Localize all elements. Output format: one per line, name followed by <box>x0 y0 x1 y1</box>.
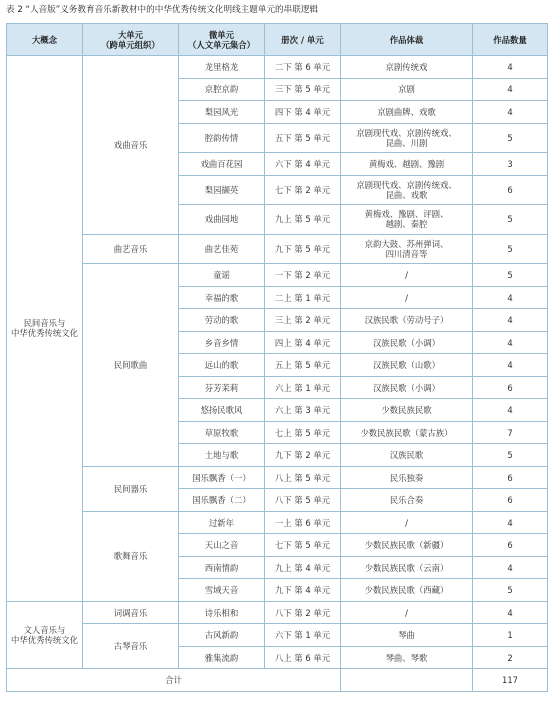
header-genre: 作品体裁 <box>341 24 473 56</box>
volume-unit-cell: 八上 第 6 单元 <box>265 646 341 669</box>
genre-cell: 黄梅戏、豫剧、评剧、 越剧、秦腔 <box>341 205 473 235</box>
micro-unit-cell: 龙里格龙 <box>179 56 265 79</box>
big-unit-cell: 戏曲音乐 <box>83 56 179 235</box>
header-volume-unit: 册次 / 单元 <box>265 24 341 56</box>
concept-cell: 民间音乐与 中华优秀传统文化 <box>7 56 83 602</box>
volume-unit-cell: 八下 第 5 单元 <box>265 489 341 512</box>
genre-cell: 少数民族民歌 <box>341 399 473 422</box>
count-cell: 5 <box>473 264 548 287</box>
volume-unit-cell: 一下 第 2 单元 <box>265 264 341 287</box>
count-cell: 5 <box>473 205 548 235</box>
table-row <box>7 264 548 287</box>
micro-unit-cell: 童谣 <box>179 264 265 287</box>
genre-cell: 民乐合奏 <box>341 489 473 512</box>
volume-unit-cell: 七下 第 5 单元 <box>265 534 341 557</box>
volume-unit-cell: 六下 第 4 单元 <box>265 153 341 176</box>
table-caption: 表 2 “人音版”义务教育音乐新教材中的中华优秀传统文化明线主题单元的串联逻辑 <box>6 5 319 15</box>
volume-unit-cell: 七上 第 5 单元 <box>265 421 341 444</box>
genre-cell: 京剧 <box>341 78 473 101</box>
count-cell: 5 <box>473 123 548 153</box>
count-cell: 4 <box>473 556 548 579</box>
micro-unit-cell: 过新年 <box>179 511 265 534</box>
micro-unit-cell: 芬芳茉莉 <box>179 376 265 399</box>
genre-cell: 京剧传统戏 <box>341 56 473 79</box>
table-row <box>7 466 548 489</box>
table-row <box>7 56 548 79</box>
genre-cell: / <box>341 264 473 287</box>
micro-unit-cell: 劳动的歌 <box>179 309 265 332</box>
header-big-unit: 大单元 （跨单元组织） <box>83 24 179 56</box>
big-unit-cell: 曲艺音乐 <box>83 234 179 264</box>
micro-unit-cell: 古风新韵 <box>179 624 265 647</box>
volume-unit-cell: 三下 第 5 单元 <box>265 78 341 101</box>
volume-unit-cell: 八上 第 5 单元 <box>265 466 341 489</box>
genre-cell: / <box>341 511 473 534</box>
volume-unit-cell: 九下 第 5 单元 <box>265 234 341 264</box>
big-unit-cell: 古琴音乐 <box>83 624 179 669</box>
micro-unit-cell: 梨园撷英 <box>179 175 265 205</box>
header-concept: 大概念 <box>7 24 83 56</box>
count-cell: 4 <box>473 286 548 309</box>
big-unit-cell: 民间器乐 <box>83 466 179 511</box>
micro-unit-cell: 乡音乡情 <box>179 331 265 354</box>
count-cell: 6 <box>473 489 548 512</box>
count-cell: 4 <box>473 601 548 624</box>
micro-unit-cell: 梨园风光 <box>179 101 265 124</box>
count-cell: 7 <box>473 421 548 444</box>
genre-cell: 琴曲、琴歌 <box>341 646 473 669</box>
genre-cell: 京剧现代戏、京剧传统戏、 昆曲、戏歌 <box>341 175 473 205</box>
micro-unit-cell: 天山之音 <box>179 534 265 557</box>
volume-unit-cell: 一上 第 6 单元 <box>265 511 341 534</box>
micro-unit-cell: 诗乐相和 <box>179 601 265 624</box>
header-row <box>7 24 548 56</box>
micro-unit-cell: 曲艺佳苑 <box>179 234 265 264</box>
volume-unit-cell: 六上 第 3 单元 <box>265 399 341 422</box>
header-count: 作品数量 <box>473 24 548 56</box>
count-cell: 6 <box>473 175 548 205</box>
count-cell: 4 <box>473 78 548 101</box>
volume-unit-cell: 六下 第 1 单元 <box>265 624 341 647</box>
count-cell: 4 <box>473 101 548 124</box>
micro-unit-cell: 腔韵传情 <box>179 123 265 153</box>
count-cell: 4 <box>473 331 548 354</box>
total-label: 合计 <box>7 669 341 692</box>
micro-unit-cell: 西南情韵 <box>179 556 265 579</box>
genre-cell: 少数民族民歌（西藏） <box>341 579 473 602</box>
volume-unit-cell: 七下 第 2 单元 <box>265 175 341 205</box>
big-unit-cell: 词调音乐 <box>83 601 179 624</box>
count-cell: 6 <box>473 466 548 489</box>
count-cell: 3 <box>473 153 548 176</box>
genre-cell: 京剧曲牌、戏歌 <box>341 101 473 124</box>
genre-cell: 琴曲 <box>341 624 473 647</box>
micro-unit-cell: 幸福的歌 <box>179 286 265 309</box>
genre-cell: 汉族民歌（山歌） <box>341 354 473 377</box>
header-micro-unit: 微单元 （人文单元集合） <box>179 24 265 56</box>
total-count: 117 <box>473 669 548 692</box>
volume-unit-cell: 五下 第 5 单元 <box>265 123 341 153</box>
count-cell: 5 <box>473 579 548 602</box>
volume-unit-cell: 八下 第 2 单元 <box>265 601 341 624</box>
micro-unit-cell: 国乐飘香（一） <box>179 466 265 489</box>
total-row <box>7 669 548 692</box>
volume-unit-cell: 二上 第 1 单元 <box>265 286 341 309</box>
micro-unit-cell: 草原牧歌 <box>179 421 265 444</box>
micro-unit-cell: 戏曲百花园 <box>179 153 265 176</box>
volume-unit-cell: 二下 第 6 单元 <box>265 56 341 79</box>
volume-unit-cell: 九上 第 4 单元 <box>265 556 341 579</box>
genre-cell: 汉族民歌（劳动号子） <box>341 309 473 332</box>
big-unit-cell: 民间歌曲 <box>83 264 179 467</box>
genre-cell: / <box>341 601 473 624</box>
table-row <box>7 601 548 624</box>
genre-cell: / <box>341 286 473 309</box>
volume-unit-cell: 四上 第 4 单元 <box>265 331 341 354</box>
concept-cell: 文人音乐与 中华优秀传统文化 <box>7 601 83 669</box>
count-cell: 5 <box>473 444 548 467</box>
count-cell: 4 <box>473 309 548 332</box>
micro-unit-cell: 土地与歌 <box>179 444 265 467</box>
volume-unit-cell: 六上 第 1 单元 <box>265 376 341 399</box>
count-cell: 4 <box>473 399 548 422</box>
micro-unit-cell: 远山的歌 <box>179 354 265 377</box>
count-cell: 5 <box>473 234 548 264</box>
count-cell: 6 <box>473 534 548 557</box>
genre-cell: 少数民族民歌（新疆） <box>341 534 473 557</box>
genre-cell: 京剧现代戏、京剧传统戏、 昆曲、川剧 <box>341 123 473 153</box>
genre-cell: 京韵大鼓、苏州弹词、 四川清音等 <box>341 234 473 264</box>
volume-unit-cell: 九下 第 4 单元 <box>265 579 341 602</box>
genre-cell: 汉族民歌（小调） <box>341 331 473 354</box>
count-cell: 4 <box>473 56 548 79</box>
genre-cell: 少数民族民歌（云南） <box>341 556 473 579</box>
micro-unit-cell: 国乐飘香（二） <box>179 489 265 512</box>
genre-cell: 黄梅戏、越剧、豫剧 <box>341 153 473 176</box>
count-cell: 4 <box>473 354 548 377</box>
count-cell: 4 <box>473 511 548 534</box>
volume-unit-cell: 五上 第 5 单元 <box>265 354 341 377</box>
genre-cell: 少数民族民歌（蒙古族） <box>341 421 473 444</box>
table-row <box>7 234 548 264</box>
table-row <box>7 511 548 534</box>
volume-unit-cell: 九下 第 2 单元 <box>265 444 341 467</box>
micro-unit-cell: 雅集流韵 <box>179 646 265 669</box>
genre-cell: 汉族民歌 <box>341 444 473 467</box>
micro-unit-cell: 京腔京韵 <box>179 78 265 101</box>
count-cell: 2 <box>473 646 548 669</box>
micro-unit-cell: 悠扬民歌风 <box>179 399 265 422</box>
series-unit-table <box>6 23 548 692</box>
total-empty-cell <box>341 669 473 692</box>
table-body <box>7 56 548 669</box>
count-cell: 1 <box>473 624 548 647</box>
micro-unit-cell: 戏曲园地 <box>179 205 265 235</box>
big-unit-cell: 歌舞音乐 <box>83 511 179 601</box>
genre-cell: 民乐独奏 <box>341 466 473 489</box>
table-row <box>7 624 548 647</box>
micro-unit-cell: 雪域天音 <box>179 579 265 602</box>
volume-unit-cell: 四下 第 4 单元 <box>265 101 341 124</box>
count-cell: 6 <box>473 376 548 399</box>
volume-unit-cell: 九上 第 5 单元 <box>265 205 341 235</box>
genre-cell: 汉族民歌（小调） <box>341 376 473 399</box>
volume-unit-cell: 三上 第 2 单元 <box>265 309 341 332</box>
